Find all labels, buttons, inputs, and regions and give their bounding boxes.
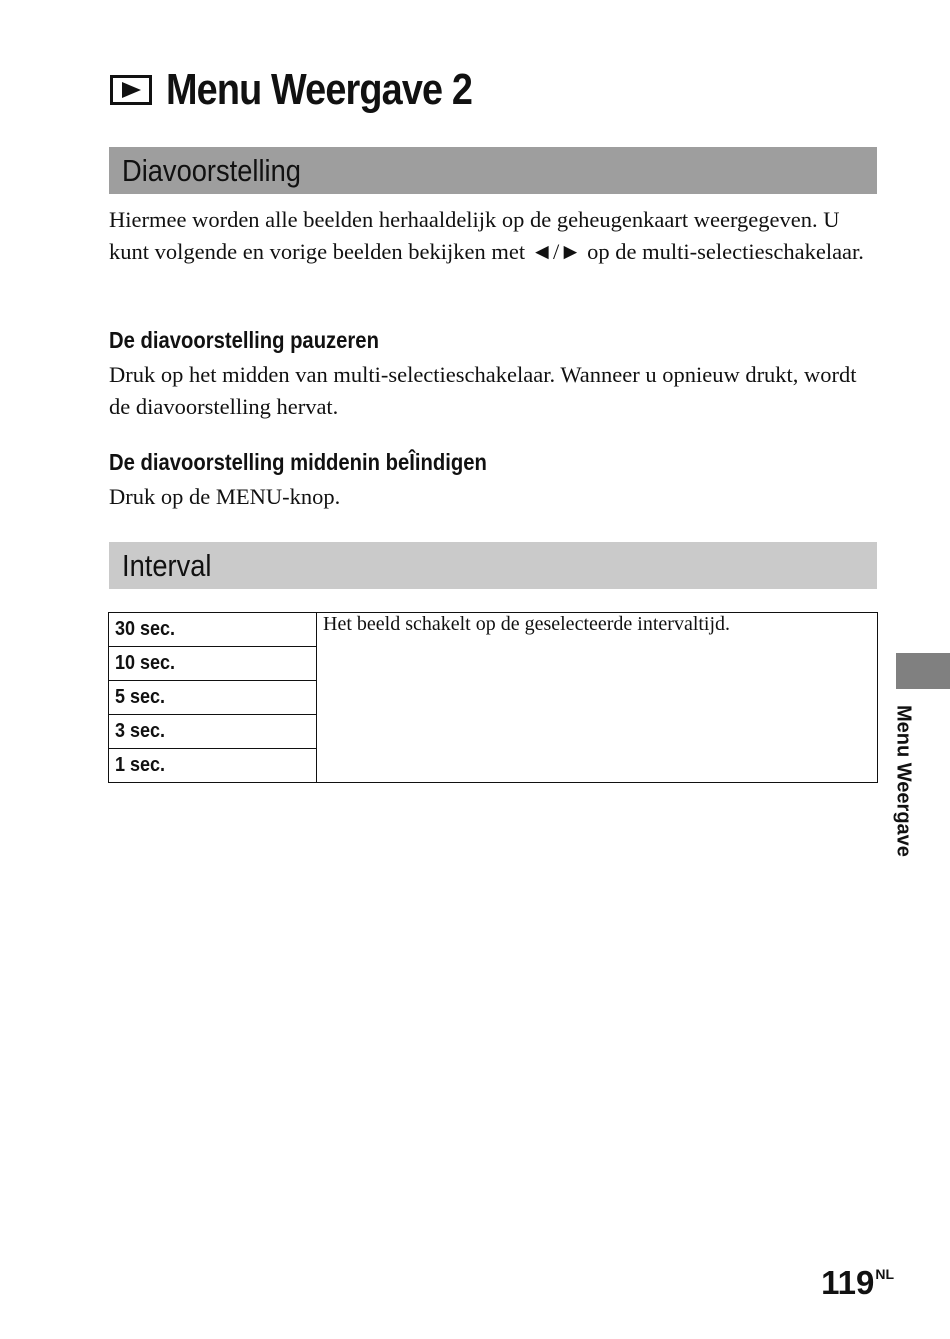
table-row [109, 613, 878, 647]
page-number-value: 119 [821, 1264, 875, 1301]
interval-option: 5 sec. [109, 681, 317, 715]
side-tab-marker [896, 653, 950, 689]
end-text: Druk op de MENU-knop. [109, 484, 341, 509]
interval-option: 10 sec. [109, 647, 317, 681]
page-number [821, 1264, 894, 1302]
section-heading-text: Interval [122, 547, 212, 583]
pause-heading: De diavoorstelling pauzeren [109, 327, 379, 353]
interval-description: Het beeld schakelt op de geselecteerde intervaltijd. [317, 613, 878, 783]
page-title: Menu Weergave 2 [166, 65, 473, 114]
section-heading-interval [109, 542, 877, 589]
play-icon [110, 75, 152, 105]
interval-option: 1 sec. [109, 749, 317, 783]
interval-option: 3 sec. [109, 715, 317, 749]
slideshow-intro: Hiermee worden alle beelden herhaaldelijk op de geheugenkaart weergegeven. U kunt volgende en vorige beelden bekijken met ◄/► op de multi-selectieschakelaar. [109, 207, 864, 264]
section-heading-slideshow [109, 147, 877, 194]
page-language: NL [875, 1266, 894, 1282]
interval-option: 30 sec. [109, 613, 317, 647]
side-tab-label: Menu Weergave [892, 705, 915, 857]
pause-text: Druk op het midden van multi-selectieschakelaar. Wanneer u opnieuw drukt, wordt de diavoorstelling hervat. [109, 362, 857, 419]
section-heading-text: Diavoorstelling [122, 152, 301, 188]
page-header [110, 62, 522, 118]
end-heading: De diavoorstelling middenin beÎindigen [109, 449, 487, 475]
interval-table [108, 612, 878, 783]
